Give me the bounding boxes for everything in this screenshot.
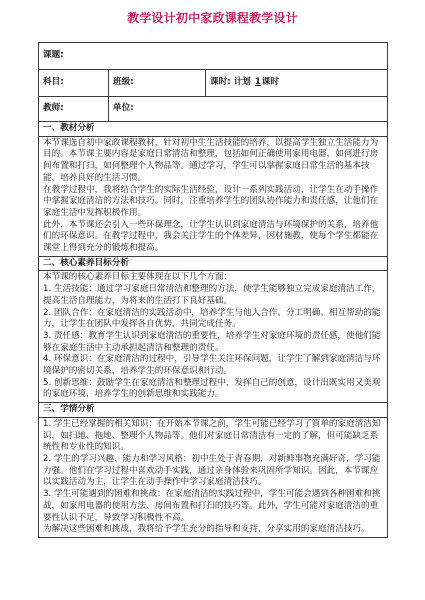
teacher-cell — [39, 97, 109, 122]
section-body-textbook-analysis — [39, 136, 388, 256]
paragraph: 本节课选自初中家政课程教材，针对初中生生活技能的培养，以提高学生独立生活能力为目的。本节课主要内容是家庭日常清洁和整理，包括如何正确使用家用电器，如何进行房间布置和打扫，如何整理个人物品等。通过学习，学生可以掌握家庭日常生活的基本技能，培养良好的生活习惯。 — [43, 137, 379, 183]
section-heading-row — [39, 403, 388, 418]
subject-label: 科目: — [43, 77, 64, 88]
list-item: 1. 生活技能：通过学习家庭日常清洁和整理的方法，使学生能够独立完成家庭清洁工作，提高生活自理能力，为将来的生活打下良好基础。 — [43, 284, 381, 306]
class-label: 班级: — [113, 77, 134, 88]
period-label: 课时: 计划 — [210, 77, 251, 88]
period-cell — [206, 70, 388, 97]
topic-row — [39, 43, 388, 70]
list-item: 5. 创新思维：鼓励学生在家庭清洁和整理过程中，发挥自己的创意，设计出既实用又美观的家庭环境，培养学生的创新思维和实践能力。 — [43, 377, 381, 400]
subject-cell — [39, 70, 109, 97]
list-item: 3. 责任感：教育学生认识到家庭清洁的重要性，培养学生对家庭环境的责任感，使他们能够在家庭生活中主动承担起清洁和整理的责任。 — [43, 330, 381, 353]
period-unit: 课时 — [261, 77, 279, 88]
subject-row — [39, 70, 388, 97]
section-heading-learner-analysis: 三、学情分析 — [39, 403, 388, 418]
list-item: 1. 学生已经掌握的相关知识：在开始本节课之前，学生可能已经学习了简单的家庭清洁知识，如扫地、拖地、整理个人物品等。他们对家庭日常清洁有一定的了解，但可能缺乏系统性和专业性的知识。 — [43, 418, 381, 453]
section-body-row — [39, 417, 388, 537]
lesson-plan-table — [38, 42, 388, 538]
section-body-row — [39, 271, 388, 403]
unit-cell — [109, 97, 388, 122]
section-body-learner-analysis — [39, 417, 388, 537]
paragraph: 在教学过程中，我将结合学生的实际生活经验，设计一系列实践活动，让学生在动手操作中掌握家庭清洁的方法和技巧。同时，注重培养学生的团队协作能力和责任感，让他们在家庭生活中发挥积极作用。 — [43, 184, 379, 218]
section-heading-core-literacy: 二、核心素养目标分析 — [39, 256, 388, 271]
teacher-label: 教师: — [43, 103, 64, 114]
unit-label: 单位: — [113, 103, 134, 114]
section-heading-row — [39, 256, 388, 271]
paragraph: 为解决这些困难和挑战，我将给予学生充分的指导和支持，分享实用的家庭清洁技巧。 — [43, 524, 370, 535]
list-item: 2. 学生的学习兴趣、能力和学习风格：初中生处于青春期，对新鲜事物充满好奇，学习能力强。他们在学习过程中喜欢动手实践，通过亲身体验来巩固所学知识。因此，本节课应以实践活动为主，让学生在动手操作中学习家庭清洁技巧。 — [43, 453, 381, 488]
section-body-row — [39, 136, 388, 256]
paragraph: 此外，本节课还会引入一些环保理念，让学生认识到家庭清洁与环境保护的关系，培养他们的环保意识。在教学过程中，我会关注学生的个体差异，因材施教，使每个学生都能在课堂上得到充分的锻炼和提高。 — [43, 219, 379, 254]
class-cell — [109, 70, 206, 97]
section-body-core-literacy — [39, 271, 388, 403]
section-heading-textbook-analysis: 一、教材分析 — [39, 122, 388, 137]
page-title: 教学设计初中家政课程教学设计 — [127, 11, 298, 25]
topic-cell — [39, 43, 388, 70]
teacher-row — [39, 97, 388, 122]
list-item: 2. 团队合作：在家庭清洁的实践活动中，培养学生与他人合作、分工明确、相互帮助的能力，让学生在团队中发挥各自优势，共同完成任务。 — [43, 307, 381, 330]
list-item: 4. 环保意识：在家庭清洁的过程中，引导学生关注环保问题，让学生了解到家庭清洁与环境保护的密切关系，培养学生的环保意识和行动。 — [43, 354, 381, 377]
section-heading-row — [39, 122, 388, 137]
paragraph: 本节课的核心素养目标主要体现在以下几个方面： — [43, 272, 233, 283]
period-value: 1 — [254, 77, 261, 88]
topic-label: 课题: — [43, 50, 64, 61]
list-item: 3. 学生可能遇到的困难和挑战：在家庭清洁的实践过程中，学生可能会遇到各种困难和挑战，如家用电器的使用方法、房间布置和打扫的技巧等。此外，学生可能对家庭清洁的重要性认识不足，导致学习积极性不高。 — [43, 489, 381, 523]
